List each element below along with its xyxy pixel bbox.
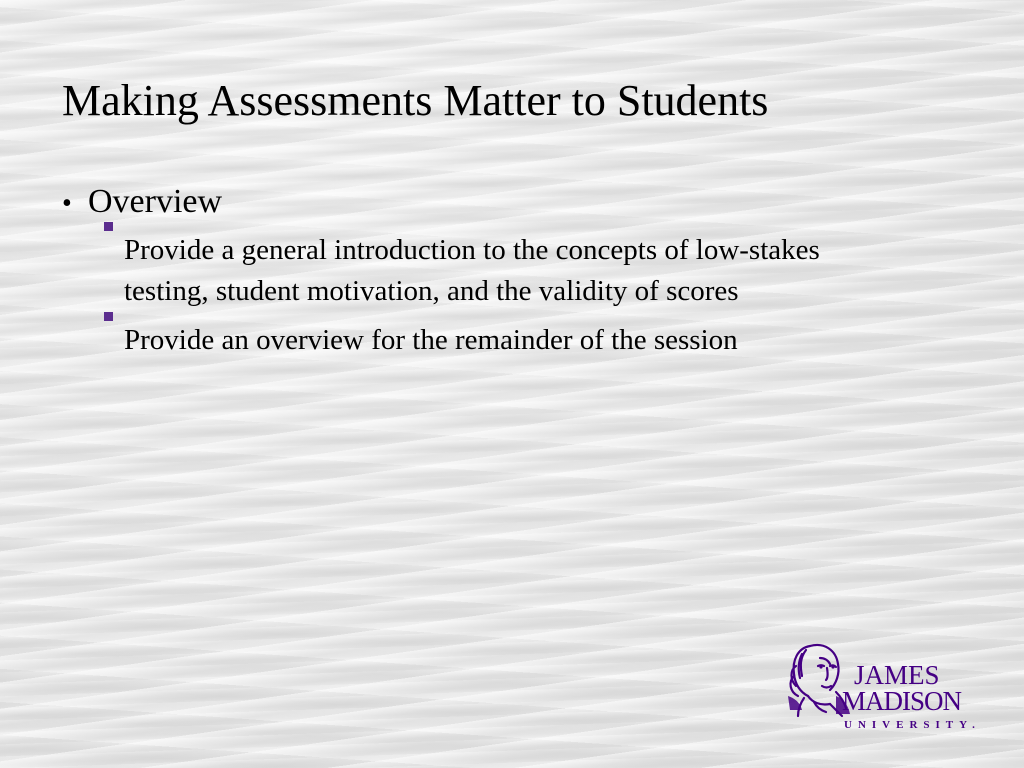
sub-bullet-text: Provide an overview for the remainder of the session: [124, 324, 738, 356]
sub-bullet-item: [104, 230, 882, 312]
sub-bullet-item: [104, 320, 882, 361]
bullet-overview: [62, 180, 882, 226]
sub-bullet-list: [62, 230, 882, 361]
jmu-logo: [780, 636, 992, 736]
square-bullet-icon: [104, 239, 124, 259]
logo-line-university: UNIVERSITY.: [844, 719, 981, 731]
bullet-text: Overview: [88, 183, 223, 220]
logo-line-madison: MADISON: [842, 686, 962, 716]
slide-body: [62, 180, 882, 369]
square-bullet-icon: [104, 329, 124, 349]
round-bullet-icon: •: [62, 188, 72, 219]
sub-bullet-text: Provide a general introduction to the concepts of low-stakes testing, student motivation, and the validity of scores: [124, 234, 820, 307]
logo-line-james: JAMES: [854, 660, 940, 690]
slide-title: Making Assessments Matter to Students: [62, 76, 769, 125]
